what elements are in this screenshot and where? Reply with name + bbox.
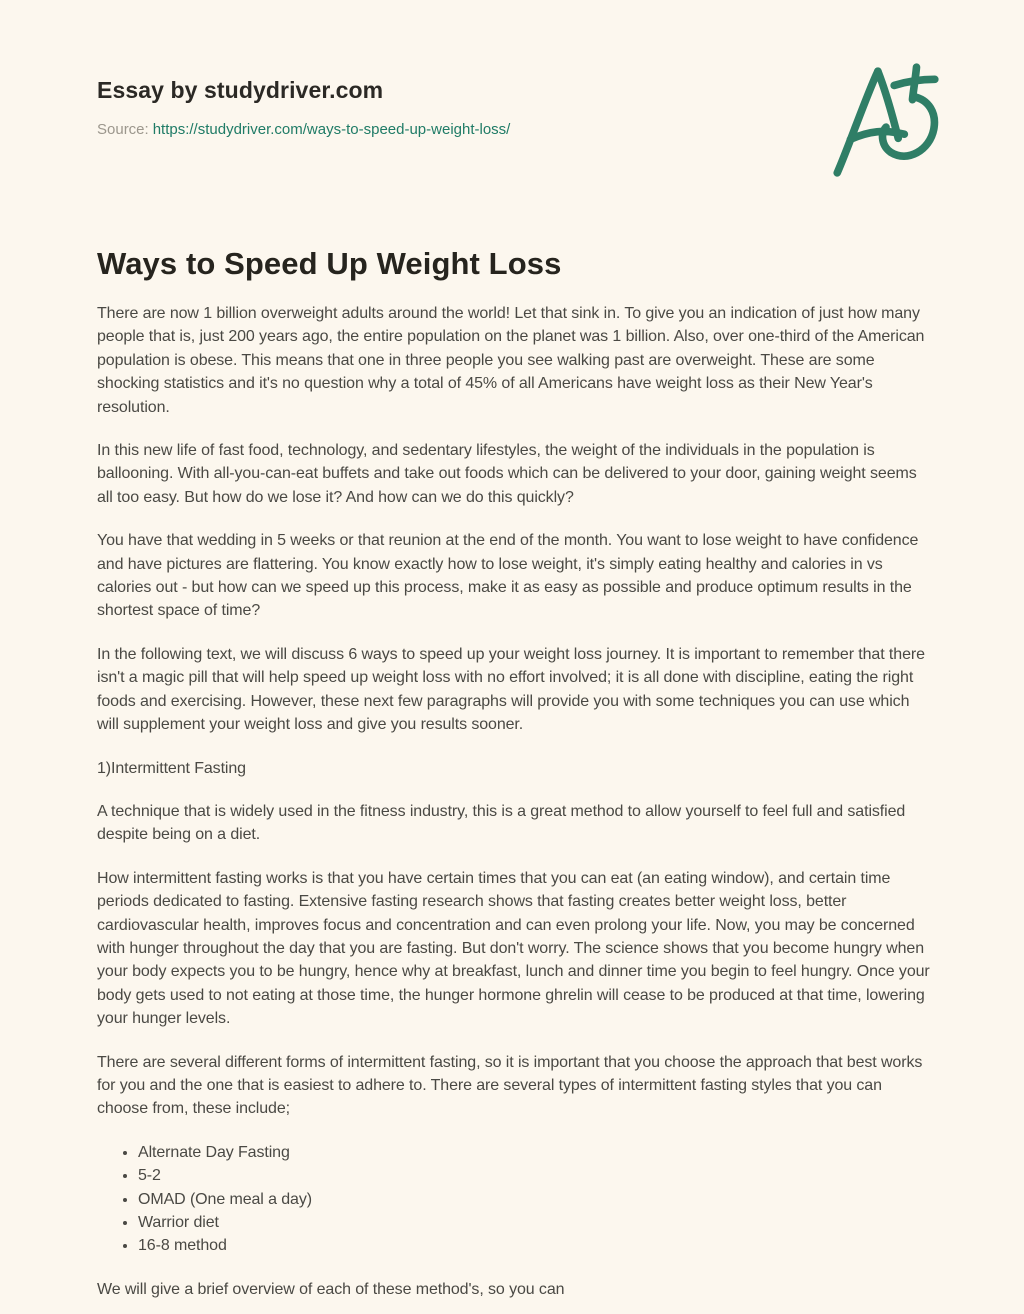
fasting-style-item-omad: • OMAD (One meal a day) <box>138 1188 897 1211</box>
a-plus-logo-icon <box>828 58 942 182</box>
byline: Essay by studydriver.com <box>97 77 384 103</box>
source-link[interactable]: https://studydriver.com/ways-to-speed-up-weight-loss/ <box>152 121 511 138</box>
fasting-style-item-5-2: • 5-2 <box>138 1164 897 1187</box>
source-line <box>97 121 930 138</box>
paragraph-fasting-2: How intermittent fasting works is that you have certain times that you can eat (an eating window), and certain time periods dedicated to fasting. Extensive fasting research shows that fasting creates better weight loss, better cardiovascular health, improves focus and concentration and can even prolong your life. Now, you may be concerned with hunger throughout the day that you are fasting. But don't worry. The science shows that you become hungry when your body expects you to be hungry, hence why at breakfast, lunch and dinner time you begin to feel hungry. Once your body gets used to not eating at those time, the hunger hormone ghrelin will cease to be produced at that time, lowering your hunger levels. <box>97 869 930 1028</box>
section-heading-intermittent-fasting: 1)Intermittent Fasting <box>97 759 246 777</box>
fasting-style-item-warrior: • Warrior diet <box>138 1211 897 1234</box>
paragraph-intro-3: You have that wedding in 5 weeks or that reunion at the end of the month. You want to lose weight to have confidence and have pictures are flattering. You know exactly how to lose weight, it's simply eating healthy and calories in vs calories out - but how can we speed up this process, make it as easy as possible and produce optimum results in the shortest space of time? <box>97 532 919 620</box>
studydriver-logo <box>828 58 942 182</box>
paragraph-intro-4: In the following text, we will discuss 6 ways to speed up your weight loss journey. It is important to remember that there isn't a magic pill that will help speed up weight loss with no effort involved; it is all done with discipline, eating the right foods and exercising. However, these next few paragraphs will provide you with some techniques you can use which will supplement your weight loss and give you results sooner. <box>97 645 925 734</box>
paragraph-fasting-1: A technique that is widely used in the fitness industry, this is a great method to allow yourself to feel full and satisfied despite being on a diet. <box>97 802 906 844</box>
essay-content <box>97 246 930 1301</box>
fasting-styles-list <box>97 1141 897 1258</box>
document-header <box>97 77 930 138</box>
essay-title: Ways to Speed Up Weight Loss <box>97 246 562 281</box>
fasting-style-item-alternate-day: • Alternate Day Fasting <box>138 1141 897 1164</box>
paragraph-closing-partial: We will give a brief overview of each of these method's, so you can <box>97 1280 565 1298</box>
paragraph-fasting-3: There are several different forms of intermittent fasting, so it is important that you choose the approach that best works for you and the one that is easiest to adhere to. There are several types of intermittent fasting styles that you can choose from, these include; <box>97 1053 923 1118</box>
source-label: Source: <box>97 121 149 138</box>
fasting-style-item-16-8: • 16-8 method <box>138 1234 897 1257</box>
paragraph-intro-2: In this new life of fast food, technology, and sedentary lifestyles, the weight of the individuals in the population is ballooning. With all-you-can-eat buffets and take out foods which can be delivered to your door, gaining weight seems all too easy. But how do we lose it? And how can we do this quickly? <box>97 442 917 506</box>
paragraph-intro-1: There are now 1 billion overweight adults around the world! Let that sink in. To give you an indication of just how many people that is, just 200 years ago, the entire population on the planet was 1 billion. Also, over one-third of the American population is obese. This means that one in three people you see walking past are overweight. These are some shocking statistics and it's no question why a total of 45% of all Americans have weight loss as their New Year's resolution. <box>97 305 925 416</box>
